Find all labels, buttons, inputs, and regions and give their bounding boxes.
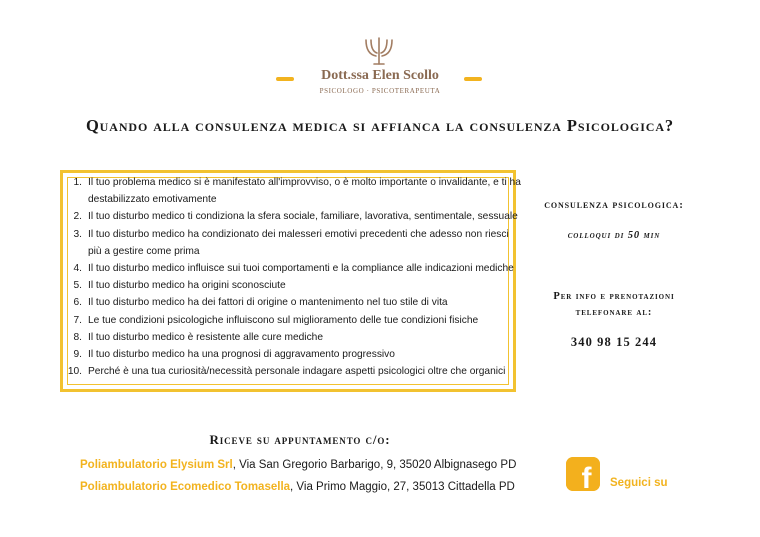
list-item-text: destabilizzato emotivamente — [88, 194, 217, 206]
list-item-text: Il tuo disturbo medico ha dei fattori di origine o mantenimento nel tuo stile di vita — [88, 297, 448, 309]
address-row-1 — [80, 459, 516, 471]
list-item-number: 1. — [73, 177, 82, 188]
phone-number[interactable]: 340 98 15 244 — [570, 335, 658, 349]
info-line-1: Per info e prenotazioni — [553, 291, 675, 302]
list-item-text: Il tuo disturbo medico ha origini sconosciute — [88, 280, 286, 292]
list-item-text: Il tuo disturbo medico influisce sui tuoi comportamenti e la compliance alle indicazioni mediche — [88, 263, 514, 274]
list-item-number: 6. — [73, 297, 82, 309]
logo-accent-bar-left — [276, 77, 294, 81]
list-item-number: 2. — [73, 211, 82, 223]
consult-duration: colloqui di 50 min — [567, 230, 661, 241]
receive-heading: Riceve su appuntamento c/o: — [209, 432, 391, 447]
list-item-text: Le tue condizioni psicologiche influiscono sul miglioramento delle tue condizioni fisiche — [88, 314, 479, 326]
list-item-text: Perché è una tua curiosità/necessità personale indagare aspetti psicologici oltre che organici — [88, 366, 506, 378]
consult-heading: consulenza psicologica: — [544, 199, 684, 211]
list-item-number: 8. — [73, 331, 82, 343]
list-item-text: Il tuo disturbo medico ha condizionato dei malesseri emotivi precedenti che adesso non riesci — [88, 228, 509, 240]
list-item-text: Il tuo disturbo medico è resistente alle cure mediche — [88, 331, 323, 343]
follow-us-label[interactable]: Seguici su — [610, 477, 668, 489]
info-line-2: telefonare al: — [575, 307, 653, 318]
list-item-number: 9. — [73, 349, 82, 360]
list-item-text: Il tuo disturbo medico ti condiziona la sfera sociale, familiare, lavorativa, sentimentale, sessuale — [88, 211, 518, 223]
list-item-number: 7. — [73, 314, 82, 326]
clinic-address-1: , Via San Gregorio Barbarigo, 9, 35020 Albignasego PD — [232, 459, 517, 471]
facebook-glyph: f — [581, 462, 592, 491]
list-item-number: 4. — [73, 263, 82, 274]
psi-logo-icon — [362, 34, 396, 68]
page-title: Quando alla consulenza medica si affianca la consulenza Psicologica? — [85, 116, 675, 135]
list-item-text: Il tuo disturbo medico ha una prognosi di aggravamento progressivo — [88, 349, 395, 360]
list-item-number: 5. — [73, 280, 82, 292]
clinic-name-2[interactable]: Poliambulatorio Ecomedico Tomasella — [80, 481, 291, 493]
clinic-name-1[interactable]: Poliambulatorio Elysium Srl — [80, 459, 233, 471]
logo-accent-bar-right — [464, 77, 482, 81]
list-item-text: più a gestire come prima — [88, 245, 200, 257]
logo-name: Dott.ssa Elen Scollo — [321, 68, 439, 83]
list-item-number: 10. — [67, 366, 82, 378]
list-item-number: 3. — [73, 228, 82, 240]
list-item-text: Il tuo problema medico si è manifestato all'improvviso, o è molto importante o invalidante, e ti ha — [88, 177, 521, 188]
address-row-2 — [80, 481, 515, 493]
clinic-address-2: , Via Primo Maggio, 27, 35013 Cittadella PD — [290, 481, 515, 493]
facebook-icon[interactable] — [566, 457, 600, 491]
logo-subtitle: PSICOLOGO · PSICOTERAPEUTA — [319, 87, 441, 95]
